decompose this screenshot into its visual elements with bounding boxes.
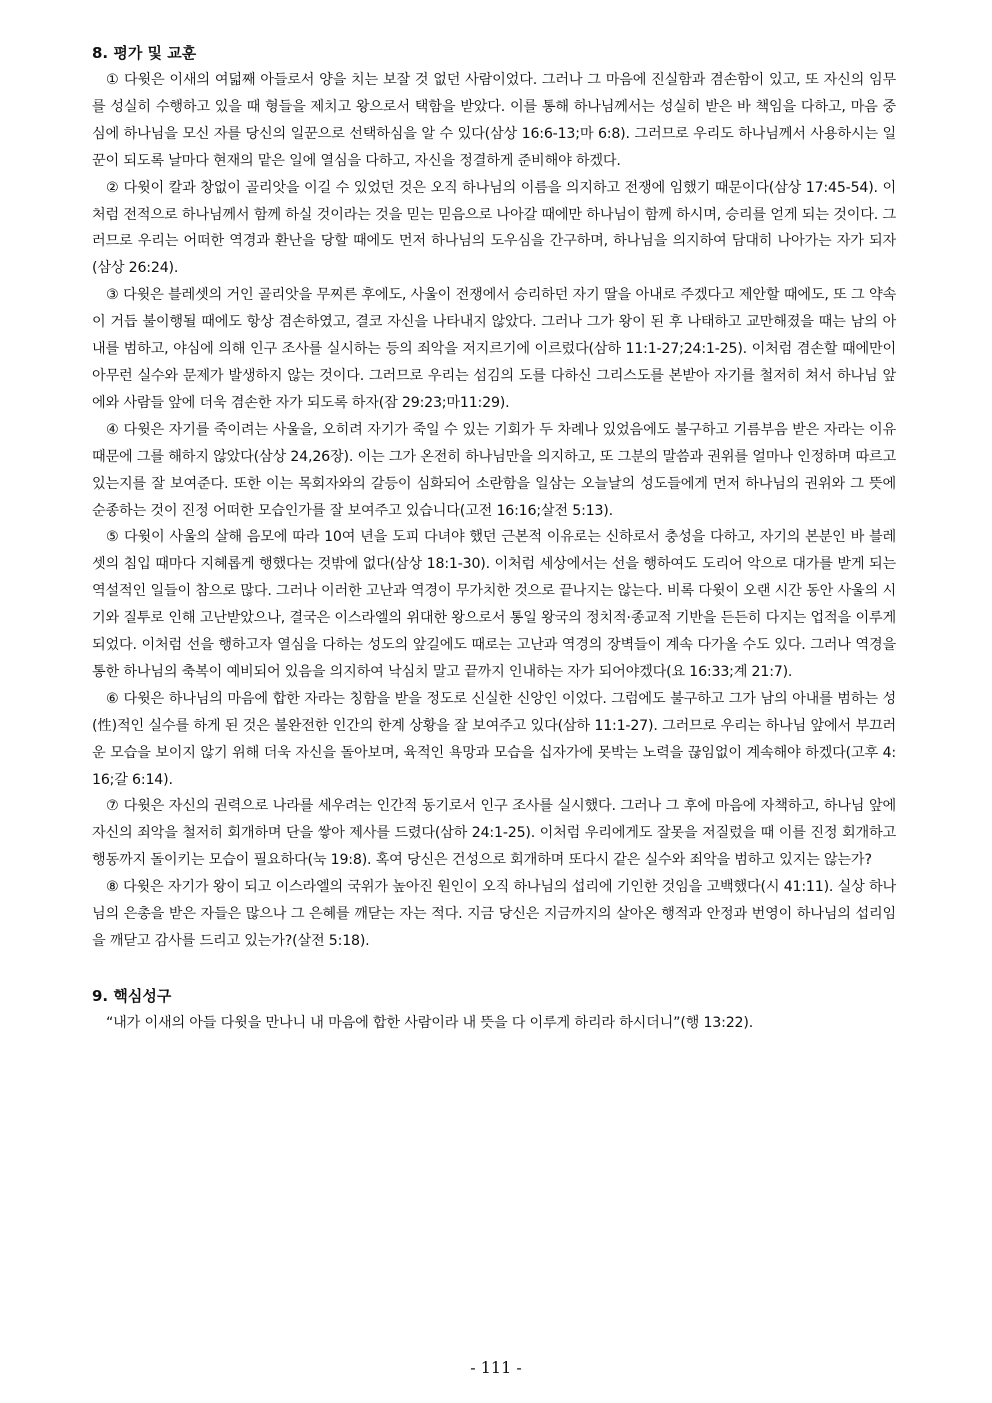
lesson-paragraph-3: ③ 다윗은 블레셋의 거인 골리앗을 무찌른 후에도, 사울이 전쟁에서 승리하던 자기 딸을 아내로 주겠다고 제안할 때에도, 또 그 약속이 거듭 불이행될 때에도 항상 겸손하였고, 결코 자신을 나타내지 않았다. 그러나 그가 왕이 된 후 나태하고 교만해졌을 때는 남의 아내를 범하고, 야심에 의해 인구 조사를 실시하는 등의 죄악을 저지르기에 이르렀다(삼하 11:1-27;24:1-25). 이처럼 겸손할 때에만이 아무런 실수와 문제가 발생하지 않는 것이다. 그러므로 우리는 섬김의 도를 다하신 그리스도를 본받아 자기를 철저히 쳐서 하나님 앞에와 사람들 앞에 더욱 겸손한 자가 되도록 하자(잠 29:23;마11:29). bbox=[92, 287, 896, 411]
section-8-heading: 8. 평가 및 교훈 bbox=[92, 44, 197, 62]
document-page bbox=[92, 40, 896, 1037]
key-verse: “내가 이새의 아들 다윗을 만나니 내 마음에 합한 사람이라 내 뜻을 다 이루게 하리라 하시더니”(행 13:22). bbox=[106, 1014, 754, 1031]
lesson-paragraph-5: ⑤ 다윗이 사울의 살해 음모에 따라 10여 년을 도피 다녀야 했던 근본적 이유로는 신하로서 충성을 다하고, 자기의 본분인 바 블레셋의 침입 때마다 지혜롭게 행했다는 것밖에 없다(삼상 18:1-30). 이처럼 세상에서는 선을 행하여도 도리어 악으로 대가를 받게 되는 역설적인 일들이 참으로 많다. 그러나 이러한 고난과 역경이 무가치한 것으로 끝나지는 않는다. 비록 다윗이 오랜 시간 동안 사울의 시기와 질투로 인해 고난받았으나, 결국은 이스라엘의 위대한 왕으로서 통일 왕국의 정치적·종교적 기반을 든든히 다지는 업적을 이루게 되었다. 이처럼 선을 행하고자 열심을 다하는 성도의 앞길에도 때로는 고난과 역경의 장벽들이 계속 다가올 수도 있다. 그러나 역경을 통한 하나님의 축복이 예비되어 있음을 의지하여 낙심치 말고 끝까지 인내하는 자가 되어야겠다(요 16:33;계 21:7). bbox=[92, 529, 896, 680]
lesson-paragraph-4: ④ 다윗은 자기를 죽이려는 사울을, 오히려 자기가 죽일 수 있는 기회가 두 차례나 있었음에도 불구하고 기름부음 받은 자라는 이유 때문에 그를 해하지 않았다(삼상 24,26장). 이는 그가 온전히 하나님만을 의지하고, 또 그분의 말씀과 권위를 얼마나 인정하며 따르고 있는지를 잘 보여준다. 또한 이는 목회자와의 갈등이 심화되어 소란함을 일삼는 오늘날의 성도들에게 먼저 하나님의 권위와 그 뜻에 순종하는 것이 진정 어떠한 모습인가를 잘 보여주고 있습니다(고전 16:16;살전 5:13). bbox=[92, 421, 896, 519]
lesson-paragraph-1: ① 다윗은 이새의 여덟째 아들로서 양을 치는 보잘 것 없던 사람이었다. 그러나 그 마음에 진실함과 겸손함이 있고, 또 자신의 임무를 성실히 수행하고 있을 때 형들을 제치고 왕으로서 택함을 받았다. 이를 통해 하나님께서는 성실히 받은 바 책임을 다하고, 마음 중심에 하나님을 모신 자를 당신의 일꾼으로 선택하심을 알 수 있다(삼상 16:6-13;마 6:8). 그러므로 우리도 하나님께서 사용하시는 일꾼이 되도록 날마다 현재의 맡은 일에 열심을 다하고, 자신을 정결하게 준비해야 하겠다. bbox=[92, 72, 896, 169]
lesson-paragraph-6: ⑥ 다윗은 하나님의 마음에 합한 자라는 칭함을 받을 정도로 신실한 신앙인 이었다. 그럼에도 불구하고 그가 남의 아내를 범하는 성(性)적인 실수를 하게 된 것은 불완전한 인간의 한계 상황을 잘 보여주고 있다(삼하 11:1-27). 그러므로 우리는 하나님 앞에서 부끄러운 모습을 보이지 않기 위해 더욱 자신을 돌아보며, 육적인 욕망과 모습을 십자가에 못박는 노력을 끊임없이 계속해야 하겠다(고후 4:16;갈 6:14). bbox=[92, 690, 896, 788]
lesson-paragraph-2: ② 다윗이 칼과 창없이 골리앗을 이길 수 있었던 것은 오직 하나님의 이름을 의지하고 전쟁에 임했기 때문이다(삼상 17:45-54). 이처럼 전적으로 하나님께서 함께 하실 것이라는 것을 믿는 믿음으로 나아갈 때에만 하나님이 함께 하시며, 승리를 얻게 되는 것이다. 그러므로 우리는 어떠한 역경과 환난을 당할 때에도 먼저 하나님의 도우심을 간구하며, 하나님을 의지하여 담대히 나아가는 자가 되자(삼상 26:24). bbox=[92, 179, 896, 277]
page-number: - 111 - bbox=[470, 1358, 522, 1377]
lesson-paragraph-8: ⑧ 다윗은 자기가 왕이 되고 이스라엘의 국위가 높아진 원인이 오직 하나님의 섭리에 기인한 것임을 고백했다(시 41:11). 실상 하나님의 은총을 받은 자들은 많으나 그 은혜를 깨닫는 자는 적다. 지금 당신은 지금까지의 살아온 행적과 안정과 번영이 하나님의 섭리임을 깨닫고 감사를 드리고 있는가?(살전 5:18). bbox=[92, 879, 896, 949]
lesson-paragraph-7: ⑦ 다윗은 자신의 권력으로 나라를 세우려는 인간적 동기로서 인구 조사를 실시했다. 그러나 그 후에 마음에 자책하고, 하나님 앞에 자신의 죄악을 철저히 회개하며 단을 쌓아 제사를 드렸다(삼하 24:1-25). 이처럼 우리에게도 잘못을 저질렀을 때 이를 진정 회개하고 행동까지 돌이키는 모습이 필요하다(눅 19:8). 혹여 당신은 건성으로 회개하며 또다시 같은 실수와 죄악을 범하고 있지는 않는가? bbox=[92, 798, 896, 869]
section-9-heading: 9. 핵심성구 bbox=[92, 986, 172, 1005]
